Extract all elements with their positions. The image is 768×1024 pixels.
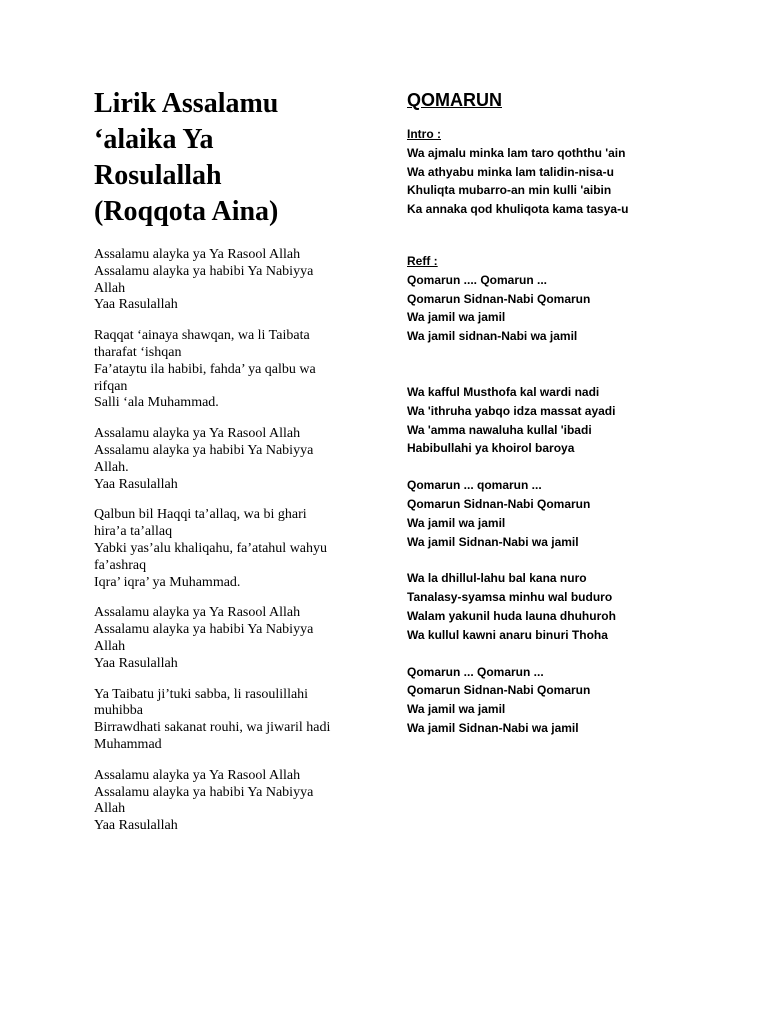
lyric-line: Wa la dhillul-lahu bal kana nuro — [407, 571, 587, 586]
lyric-line: Ka annaka qod khuliqota kama tasya-u — [407, 202, 629, 217]
lyric-line: tharafat ‘ishqan — [94, 344, 182, 360]
stanza-1 — [94, 247, 374, 314]
lyric-line: Wa jamil wa jamil — [407, 702, 506, 717]
lyric-line: Assalamu alayka ya Ya Rasool Allah — [94, 426, 301, 442]
lyric-line: Wa athyabu minka lam talidin-nisa-u — [407, 164, 614, 179]
lyric-line: Wa jamil wa jamil — [407, 310, 506, 325]
title-line: (Roqqota Aina) — [94, 196, 279, 227]
lyric-line: Muhammad — [94, 736, 162, 752]
lyric-line: Qalbun bil Haqqi ta’allaq, wa bi ghari — [94, 507, 307, 523]
lyric-line: Qomarun Sidnan-Nabi Qomarun — [407, 683, 591, 698]
lyric-line: Tanalasy-syamsa minhu wal buduro — [407, 590, 613, 605]
verse-1 — [407, 383, 727, 458]
intro-section — [407, 125, 727, 219]
stanza-5 — [94, 605, 374, 672]
lyric-line: muhibba — [94, 703, 143, 719]
lyric-line: Habibullahi ya khoirol baroya — [407, 441, 575, 456]
lyric-line: Wa jamil Sidnan-Nabi wa jamil — [407, 720, 579, 735]
lyric-line: Assalamu alayka ya Ya Rasool Allah — [94, 767, 301, 783]
lyric-line: Yaa Rasulallah — [94, 476, 178, 492]
intro-label: Intro : — [407, 127, 441, 141]
lyric-line: Assalamu alayka ya habibi Ya Nabiyya — [94, 622, 314, 638]
lyric-line: Walam yakunil huda launa dhuhuroh — [407, 608, 616, 623]
lyric-line: rifqan — [94, 378, 128, 394]
lyric-line: Ya Taibatu ji’tuki sabba, li rasoulillahi — [94, 686, 309, 702]
song-heading: QOMARUN — [407, 90, 502, 110]
lyric-line: Qomarun .... Qomarun ... — [407, 272, 548, 287]
reff-label: Reff : — [407, 253, 438, 268]
lyric-line: Allah. — [94, 459, 129, 475]
lyric-line: Assalamu alayka ya habibi Ya Nabiyya — [94, 442, 314, 458]
lyric-line: Allah — [94, 801, 126, 817]
lyric-line: Assalamu alayka ya habibi Ya Nabiyya — [94, 784, 314, 800]
lyric-line: Qomarun ... qomarun ... — [407, 478, 542, 493]
lyric-line: Yabki yas’alu khaliqahu, fa’atahul wahyu — [94, 540, 328, 556]
lyric-line: Yaa Rasulallah — [94, 297, 178, 313]
lyric-line: Salli ‘ala Muhammad. — [94, 395, 219, 411]
title-line: Rosulallah — [94, 160, 222, 191]
stanza-2 — [94, 328, 374, 412]
lyric-line: Wa jamil Sidnan-Nabi wa jamil — [407, 534, 579, 549]
chorus-1 — [407, 476, 727, 551]
lyric-line: Qomarun ... Qomarun ... — [407, 664, 544, 679]
lyric-line: Qomarun Sidnan-Nabi Qomarun — [407, 496, 591, 511]
lyric-line: Wa kullul kawni anaru binuri Thoha — [407, 627, 608, 642]
stanza-4 — [94, 507, 374, 591]
lyric-line: Wa jamil sidnan-Nabi wa jamil — [407, 329, 578, 344]
stanza-6 — [94, 687, 374, 754]
lyric-line: Qomarun Sidnan-Nabi Qomarun — [407, 291, 591, 306]
stanza-7 — [94, 768, 374, 835]
lyric-line: Assalamu alayka ya Ya Rasool Allah — [94, 605, 301, 621]
lyric-line: Assalamu alayka ya habibi Ya Nabiyya — [94, 263, 314, 279]
stanza-3 — [94, 426, 374, 493]
page-title — [94, 86, 374, 230]
verse-2 — [407, 569, 727, 644]
chorus-2 — [407, 663, 727, 738]
lyric-line: fa’ashraq — [94, 557, 147, 573]
lyric-line: Wa ajmalu minka lam taro qoththu 'ain — [407, 145, 626, 160]
lyric-line: Wa jamil wa jamil — [407, 515, 506, 530]
lyrics-right-column — [407, 88, 727, 738]
lyric-line: Assalamu alayka ya Ya Rasool Allah — [94, 247, 301, 262]
lyric-line: hira’a ta’allaq — [94, 524, 173, 540]
lyric-line: Wa kafful Musthofa kal wardi nadi — [407, 384, 600, 399]
lyric-line: Yaa Rasulallah — [94, 655, 178, 671]
lyric-line: Yaa Rasulallah — [94, 818, 178, 834]
lyric-line: Birrawdhati sakanat rouhi, wa jiwaril hadi — [94, 720, 331, 736]
lyric-line: Allah — [94, 638, 126, 654]
title-line: ‘alaika Ya — [94, 124, 214, 155]
lyric-line: Fa’ataytu ila habibi, fahda’ ya qalbu wa — [94, 361, 316, 377]
reff-section — [407, 252, 727, 346]
lyrics-left-column — [94, 86, 374, 835]
lyric-line: Iqra’ iqra’ ya Muhammad. — [94, 574, 241, 590]
title-line: Lirik Assalamu — [94, 88, 279, 119]
lyric-line: Allah — [94, 280, 126, 296]
lyric-line: Wa 'amma nawaluha kullal 'ibadi — [407, 422, 592, 437]
lyric-line: Khuliqta mubarro-an min kulli 'aibin — [407, 183, 612, 198]
lyric-line: Raqqat ‘ainaya shawqan, wa li Taibata — [94, 328, 310, 344]
lyric-line: Wa 'ithruha yabqo idza massat ayadi — [407, 403, 616, 418]
